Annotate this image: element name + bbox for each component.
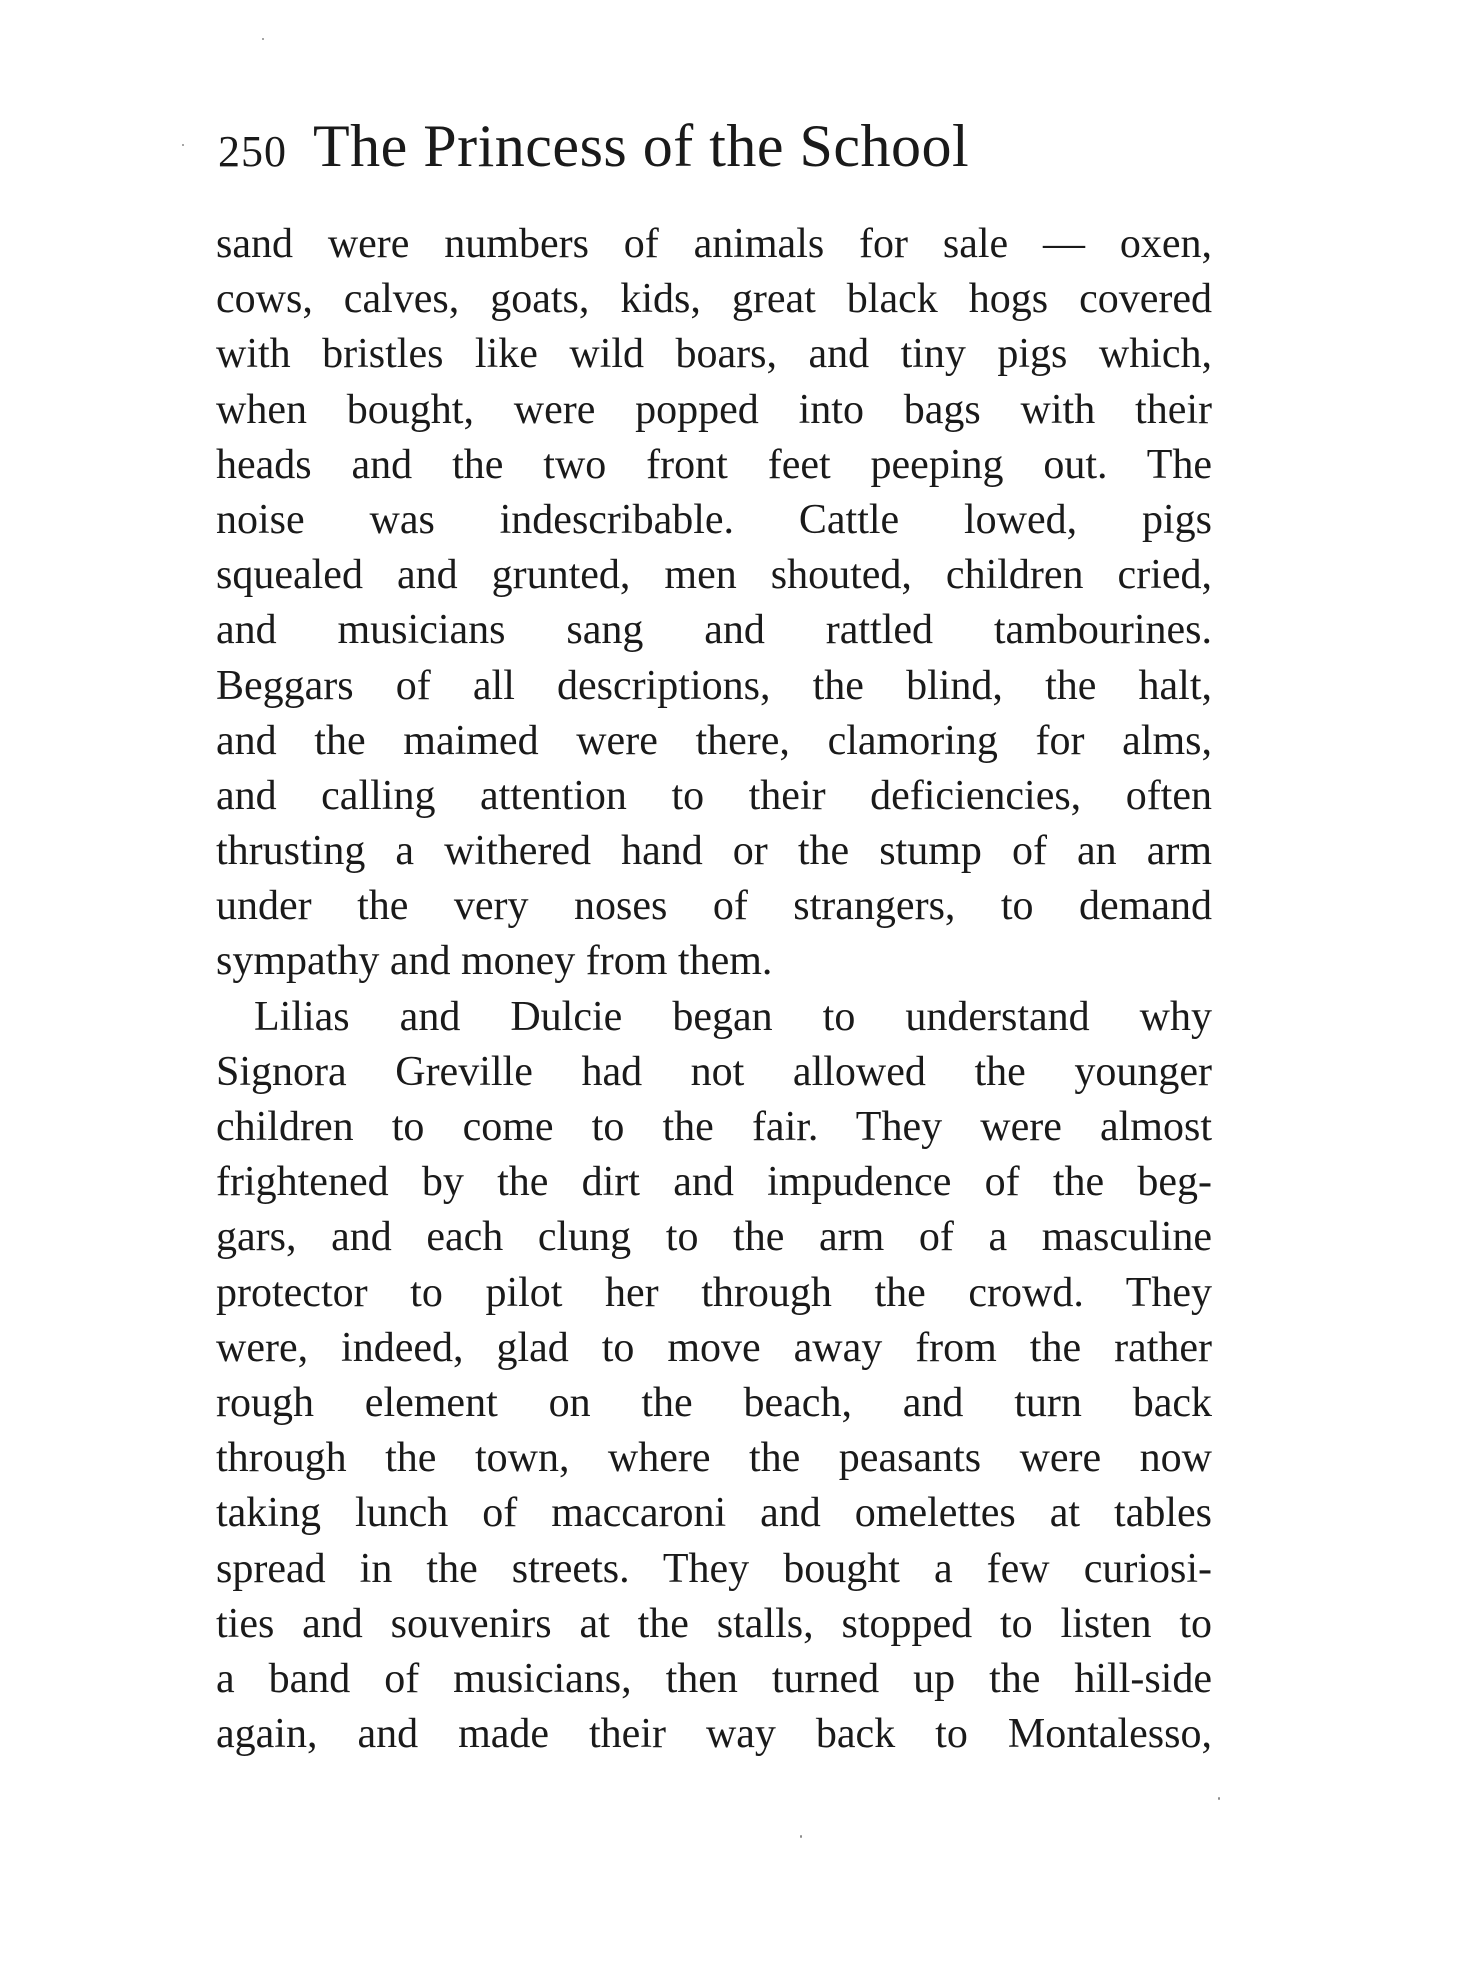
scan-speck: [800, 1835, 802, 1838]
text-line: and calling attention to their deficiencies, often: [216, 772, 1212, 819]
text-line: protector to pilot her through the crowd. They: [216, 1269, 1212, 1316]
scan-speck: [182, 144, 184, 146]
text-line: and the maimed were there, clamoring for alms,: [216, 717, 1212, 764]
text-line: sand were numbers of animals for sale — oxen,: [216, 221, 1212, 267]
text-line: cows, calves, goats, kids, great black hogs covered: [216, 276, 1212, 323]
running-header: [218, 112, 1218, 192]
text-line: squealed and grunted, men shouted, children cried,: [216, 552, 1212, 599]
text-line: again, and made their way back to Montalesso,: [216, 1711, 1212, 1758]
text-line: with bristles like wild boars, and tiny pigs which,: [216, 331, 1212, 378]
paragraph-2: [216, 990, 1212, 1763]
text-line: under the very noses of strangers, to demand: [216, 883, 1212, 930]
text-line: ties and souvenirs at the stalls, stopped to listen to: [216, 1600, 1212, 1647]
text-line: spread in the streets. They bought a few curiosi-: [216, 1545, 1212, 1592]
scan-speck: [262, 38, 264, 40]
text-line: noise was indescribable. Cattle lowed, pigs: [216, 496, 1212, 543]
text-line: Signora Greville had not allowed the younger: [216, 1048, 1212, 1095]
text-line: frightened by the dirt and impudence of the beg-: [216, 1159, 1212, 1206]
text-line: gars, and each clung to the arm of a masculine: [216, 1214, 1212, 1261]
text-line: rough element on the beach, and turn back: [216, 1379, 1212, 1426]
text-line: through the town, where the peasants were now: [216, 1435, 1212, 1482]
text-line: thrusting a withered hand or the stump of an arm: [216, 828, 1212, 875]
text-line: a band of musicians, then turned up the hill-side: [216, 1655, 1212, 1702]
paragraph-1: [216, 217, 1212, 990]
text-line: Beggars of all descriptions, the blind, the halt,: [216, 662, 1212, 709]
scan-speck: [1218, 1797, 1220, 1800]
text-line: children to come to the fair. They were almost: [216, 1104, 1212, 1150]
page-number: 250: [218, 127, 287, 176]
text-line: were, indeed, glad to move away from the rather: [216, 1324, 1212, 1371]
text-line: taking lunch of maccaroni and omelettes at tables: [216, 1490, 1212, 1537]
text-line: and musicians sang and rattled tambourines.: [216, 607, 1212, 654]
body-text: [216, 217, 1212, 1762]
text-line: sympathy and money from them.: [216, 938, 773, 985]
text-line: when bought, were popped into bags with their: [216, 386, 1212, 433]
text-line: Lilias and Dulcie began to understand why: [254, 993, 1212, 1040]
text-line: heads and the two front feet peeping out. The: [216, 441, 1212, 488]
running-title: The Princess of the School: [313, 113, 970, 179]
